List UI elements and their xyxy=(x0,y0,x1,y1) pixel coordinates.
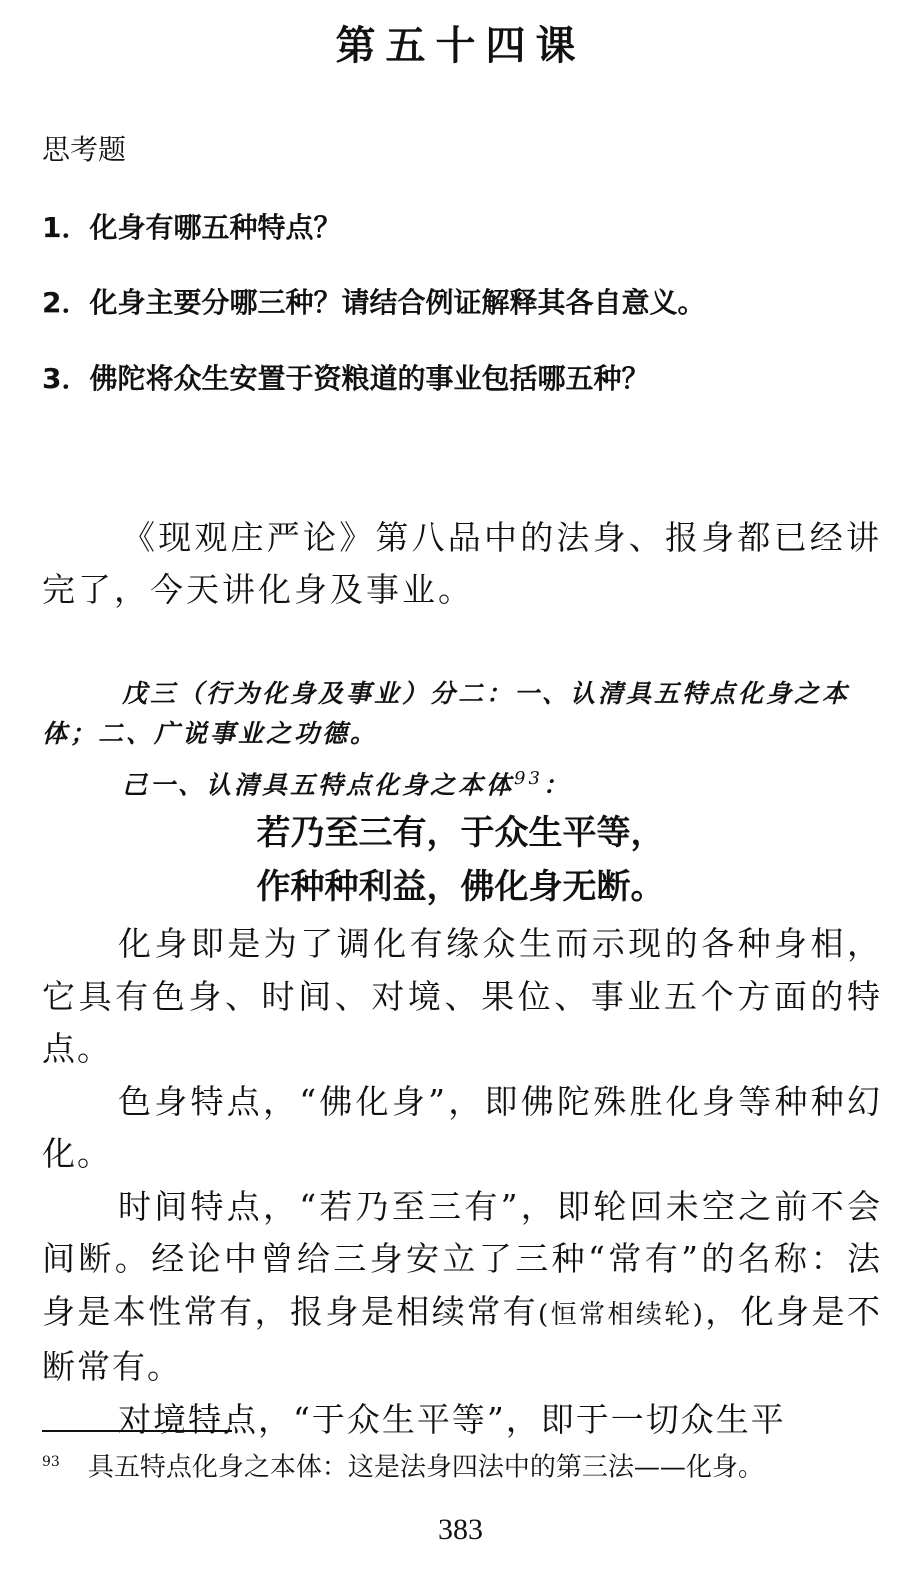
paragraph-2: 色身特点，“佛化身”，即佛陀殊胜化身等种种幻化。 xyxy=(42,1081,882,1173)
section-heading-sub-colon: ： xyxy=(542,770,571,800)
footnote-number: 93 xyxy=(42,1454,60,1470)
paragraph-3 xyxy=(42,1181,882,1394)
footnote xyxy=(42,1442,764,1488)
paragraph-3-end: ，化身是不断常有。 xyxy=(42,1291,883,1386)
page-number: 383 xyxy=(438,1513,483,1546)
questions-label: 思考题 xyxy=(42,133,127,166)
page-title: 第五十四课 xyxy=(335,23,586,69)
footnote-divider xyxy=(42,1430,232,1432)
footnote-reference: 93 xyxy=(514,768,543,789)
section-heading-sub xyxy=(122,759,882,805)
paragraph-1: 化身即是为了调化有缘众生而示现的各种身相，它具有色身、时间、对境、果位、事业五个方面的特点。 xyxy=(42,924,882,1068)
intro-paragraph: 《现观庄严论》第八品中的法身、报身都已经讲完了，今天讲化身及事业。 xyxy=(42,518,882,609)
paragraph-3-start: 时间特点，“若乃至三有”，即轮回未空之前不会间断。经论中曾给三身安立了三种“常有”的名称：法身是本性常有，报身是相续常有 xyxy=(42,1186,882,1331)
question-1: 1．化身有哪五种特点？ xyxy=(42,211,342,244)
question-2: 2．化身主要分哪三种？请结合例证解释其各自意义。 xyxy=(42,286,706,319)
section-heading-main: 戊三（行为化身及事业）分二：一、认清具五特点化身之本体；二、广说事业之功德。 xyxy=(42,679,851,748)
paragraph-3-note: (恒常相续轮) xyxy=(538,1299,705,1330)
question-3: 3．佛陀将众生安置于资粮道的事业包括哪五种？ xyxy=(42,362,650,395)
body-text xyxy=(42,918,882,1446)
footnote-text: 具五特点化身之本体：这是法身四法中的第三法——化身。 xyxy=(87,1452,764,1483)
paragraph-4: 对境特点，“于众生平等”，即于一切众生平 xyxy=(118,1399,786,1439)
verse-line-2: 作种种利益，佛化身无断。 xyxy=(256,867,665,907)
verse-line-1: 若乃至三有，于众生平等， xyxy=(256,813,665,853)
section-heading-sub-text: 己一、认清具五特点化身之本体 xyxy=(122,770,515,800)
